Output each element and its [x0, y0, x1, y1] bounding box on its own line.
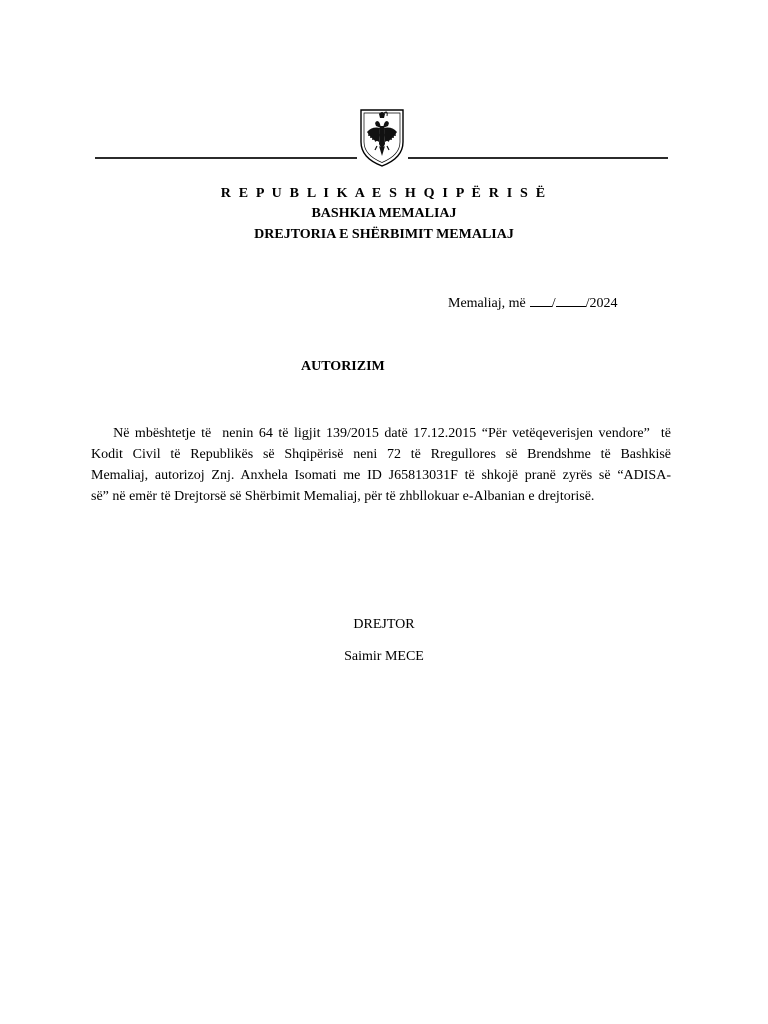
- header-rule-right: [408, 157, 668, 159]
- authorization-body: [91, 423, 671, 507]
- date-line: [448, 292, 618, 313]
- date-month-blank: [556, 292, 586, 307]
- date-year: /2024: [585, 296, 618, 311]
- republic-heading: R E P U B L I K A E S H Q I P Ë R I S Ë: [220, 186, 548, 201]
- date-prefix: Memaliaj, më: [448, 296, 526, 311]
- municipality-heading: BASHKIA MEMALIAJ: [311, 206, 457, 221]
- header-rule-left: [95, 157, 357, 159]
- body-line-2: Kodit Civil të Republikës së Shqipërisë neni 72 të Rregullores së Brendshme të Bashkisë: [91, 447, 671, 462]
- body-line-3: Memaliaj, autorizoj Znj. Anxhela Isomati me ID J65813031F të shkojë pranë zyrës së “ADISA-: [91, 468, 671, 483]
- signatory-role: DREJTOR: [353, 617, 415, 632]
- date-separator: /: [551, 296, 556, 311]
- date-day-blank: [530, 292, 552, 307]
- body-line-1: Në mbështetje të nenin 64 të ligjit 139/2015 datë 17.12.2015 “Për vetëqeverisjen vendore” të: [91, 426, 671, 441]
- directorate-heading: DREJTORIA E SHËRBIMIT MEMALIAJ: [254, 227, 514, 242]
- document-title: AUTORIZIM: [301, 359, 385, 374]
- signatory-name: Saimir MECE: [344, 649, 424, 664]
- body-line-4: së” në emër të Drejtorsë së Shërbimit Memaliaj, për të zhbllokuar e-Albanian e drejtorisë.: [91, 489, 595, 504]
- albanian-coat-of-arms-icon: [358, 104, 406, 168]
